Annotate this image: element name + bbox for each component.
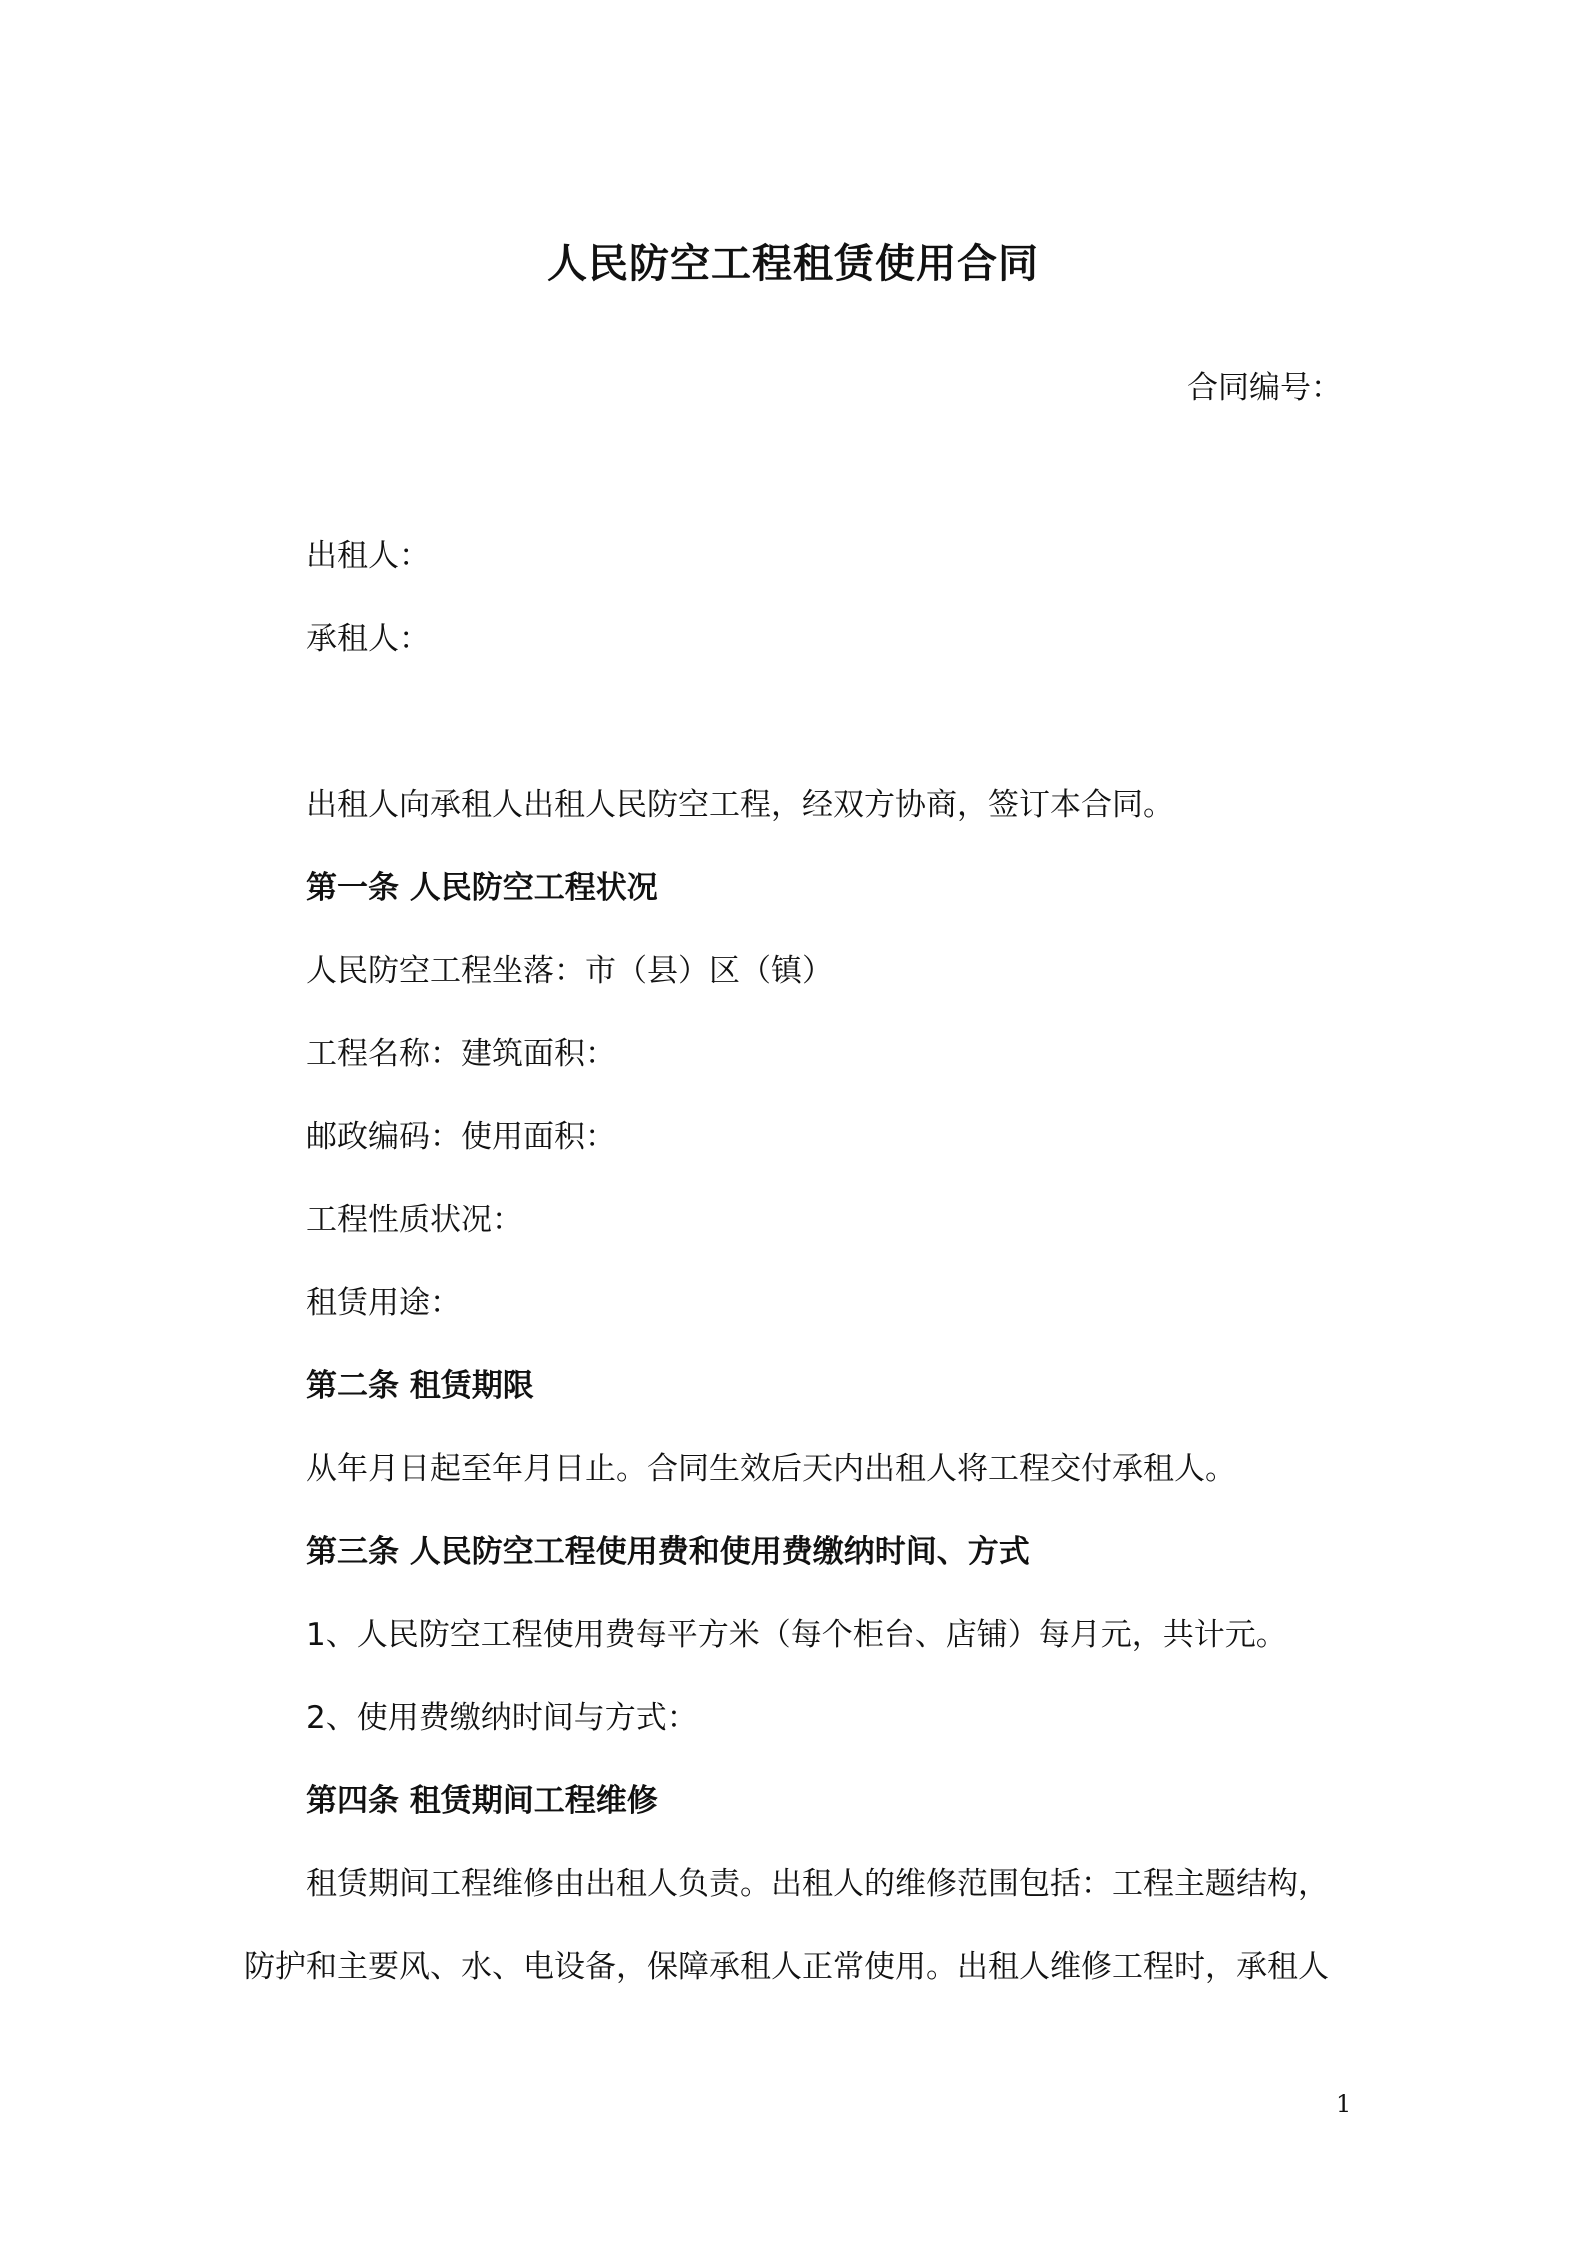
article2-body: 从年月日起至年月日止。合同生效后天内出租人将工程交付承租人。 [306,1451,1236,1487]
article4-body-line2: 防护和主要风、水、电设备，保障承租人正常使用。出租人维修工程时，承租人 [244,1949,1329,1985]
article1-name-area: 工程名称：建筑面积： [306,1036,616,1072]
article1-nature: 工程性质状况： [306,1202,523,1238]
article1-heading: 第一条 人民防空工程状况 [306,870,658,906]
intro-paragraph: 出租人向承租人出租人民防空工程，经双方协商，签订本合同。 [306,787,1174,823]
article4-heading: 第四条 租赁期间工程维修 [306,1783,658,1819]
page-number: 1 [1336,2090,1352,2118]
article3-item2: 2、使用费缴纳时间与方式： [306,1700,698,1736]
article1-location: 人民防空工程坐落：市（县）区（镇） [306,953,833,989]
lessee-label: 承租人： [306,621,430,657]
article1-purpose: 租赁用途： [306,1285,461,1321]
article2-heading: 第二条 租赁期限 [306,1368,534,1404]
article1-postal-usable: 邮政编码：使用面积： [306,1119,616,1155]
document-title: 人民防空工程租赁使用合同 [547,241,1039,287]
lessor-label: 出租人： [306,538,430,574]
contract-number-label: 合同编号： [1187,370,1342,406]
article3-heading: 第三条 人民防空工程使用费和使用费缴纳时间、方式 [306,1534,1030,1570]
article4-body-line1: 租赁期间工程维修由出租人负责。出租人的维修范围包括：工程主题结构， [306,1866,1329,1902]
article3-item1: 1、人民防空工程使用费每平方米（每个柜台、店铺）每月元，共计元。 [306,1617,1287,1653]
